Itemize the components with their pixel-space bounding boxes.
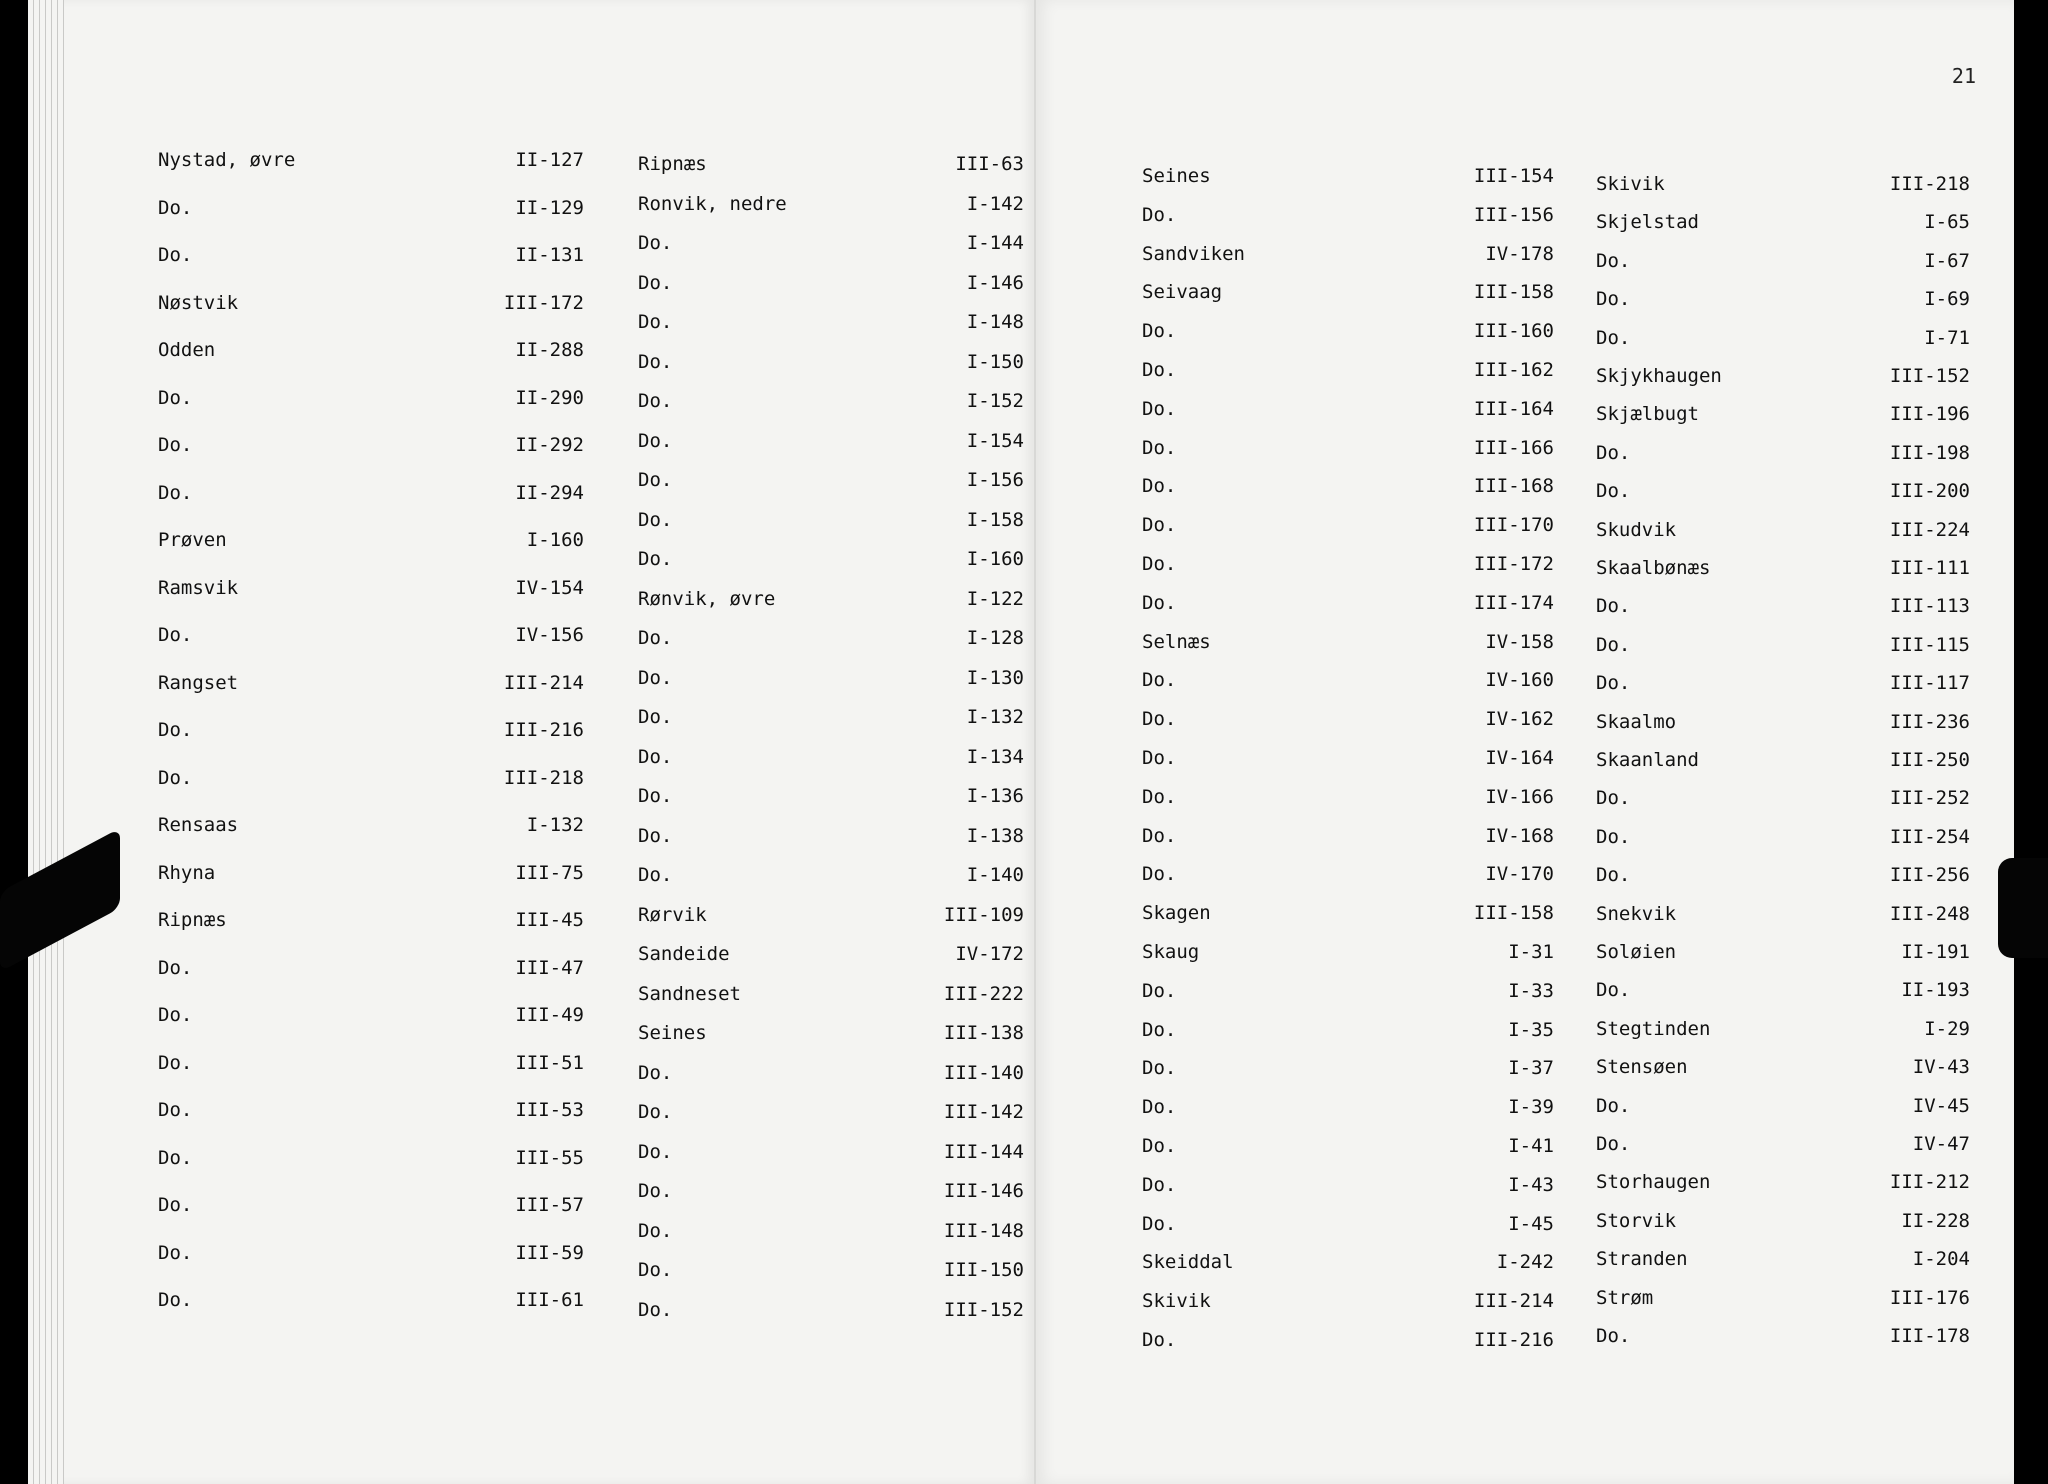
place-name: Ronvik, nedre [638,192,787,215]
place-name: Skivik [1142,1290,1211,1313]
volume-page-ref: III-115 [1889,633,1970,656]
volume-page-ref: I-122 [966,587,1024,610]
place-name: Do. [638,469,673,491]
place-name: Do. [638,745,673,768]
volume-page-ref: III-164 [1473,397,1554,420]
place-name: Skaalbønæs [1596,557,1711,579]
volume-page-ref: III-166 [1473,436,1554,459]
volume-page-ref: IV-154 [515,576,584,599]
volume-page-ref: III-142 [943,1101,1024,1123]
page-edge-stack [28,0,64,1484]
volume-page-ref: I-204 [1912,1248,1970,1271]
place-name: Do. [638,1180,673,1202]
left-page [28,0,1036,1484]
volume-page-ref: IV-168 [1485,824,1554,847]
volume-page-ref: IV-178 [1485,242,1554,265]
place-name: Storhaugen [1596,1171,1711,1194]
volume-page-ref: IV-172 [955,943,1024,965]
place-name: Do. [1596,441,1631,464]
volume-page-ref: IV-47 [1912,1133,1970,1155]
place-name: Do. [638,271,673,294]
volume-page-ref: III-55 [515,1146,584,1169]
volume-page-ref: II-191 [1901,941,1970,963]
volume-page-ref: I-69 [1924,288,1970,311]
place-name: Seines [638,1022,707,1044]
volume-page-ref: I-39 [1508,1096,1554,1119]
place-name: Skaanland [1596,749,1699,771]
index-column-4 [1596,0,1970,1484]
volume-page-ref: I-156 [966,469,1024,491]
volume-page-ref: I-43 [1508,1173,1554,1196]
place-name: Do. [1596,1325,1631,1347]
volume-page-ref: I-67 [1924,249,1970,272]
place-name: Do. [158,386,193,409]
place-name: Do. [638,1259,673,1281]
volume-page-ref: III-254 [1889,825,1970,848]
place-name: Skeiddal [1142,1251,1234,1274]
place-name: Do. [158,1004,193,1026]
place-name: Do. [638,232,673,254]
volume-page-ref: IV-164 [1485,747,1554,769]
place-name: Seivaag [1142,281,1223,304]
volume-page-ref: I-158 [966,508,1024,531]
volume-page-ref: III-138 [943,1022,1024,1044]
volume-page-ref: I-45 [1508,1212,1554,1235]
place-name: Do. [1142,397,1177,420]
place-name: Do. [1142,1057,1177,1080]
volume-page-ref: III-160 [1473,320,1554,343]
volume-page-ref: II-228 [1901,1209,1970,1232]
place-name: Strøm [1596,1286,1654,1309]
volume-page-ref: II-294 [515,481,584,504]
place-name: Do. [1596,787,1631,810]
volume-page-ref: III-252 [1889,787,1970,810]
place-name: Do. [1142,1212,1177,1235]
volume-page-ref: III-146 [943,1180,1024,1202]
place-name: Do. [1142,1096,1177,1119]
place-name: Do. [638,864,673,886]
place-name: Do. [638,785,673,807]
place-name: Do. [1142,824,1177,847]
volume-page-ref: I-136 [966,785,1024,807]
place-name: Rørvik [638,903,707,926]
place-name: Do. [1142,1018,1177,1041]
volume-page-ref: I-65 [1924,211,1970,234]
place-name: Do. [638,1298,673,1321]
place-name: Rensaas [158,814,239,836]
place-name: Do. [1142,747,1177,769]
place-name: Skaug [1142,941,1200,963]
place-name: Nøstvik [158,291,239,314]
place-name: Do. [1142,553,1177,575]
volume-page-ref: III-158 [1473,281,1554,304]
volume-page-ref: III-148 [943,1219,1024,1242]
volume-page-ref: III-172 [503,291,584,314]
place-name: Do. [1596,249,1631,272]
volume-page-ref: II-292 [515,434,584,456]
place-name: Prøven [158,529,227,551]
volume-page-ref: IV-162 [1485,708,1554,731]
volume-page-ref: III-113 [1889,595,1970,618]
place-name: Do. [1596,326,1631,349]
place-name: Do. [158,1241,193,1264]
place-name: Skjælbugt [1596,403,1699,426]
place-name: Do. [158,196,193,219]
place-name: Do. [638,429,673,452]
volume-page-ref: IV-43 [1912,1056,1970,1079]
place-name: Do. [158,1194,193,1216]
place-name: Do. [1142,785,1177,808]
volume-page-ref: III-117 [1889,672,1970,695]
place-name: Sandviken [1142,242,1245,265]
place-name: Rhyna [158,861,216,884]
place-name: Selnæs [1142,630,1211,653]
place-name: Do. [638,666,673,689]
volume-page-ref: III-176 [1889,1286,1970,1309]
index-column-3 [1142,0,1554,1484]
place-name: Do. [158,1051,193,1074]
place-name: Do. [638,1101,673,1123]
place-name: Do. [1142,591,1177,614]
volume-page-ref: IV-158 [1485,630,1554,653]
volume-page-ref: IV-170 [1485,863,1554,886]
place-name: Do. [158,719,193,741]
place-name: Do. [1596,595,1631,618]
page-number: 21 [1951,64,1976,88]
place-name: Skaalmo [1596,710,1677,733]
index-column-1 [158,0,584,1484]
place-name: Stensøen [1596,1056,1688,1079]
volume-page-ref: III-216 [503,719,584,741]
place-name: Do. [638,1219,673,1242]
volume-page-ref: II-127 [515,149,584,171]
place-name: Do. [1142,708,1177,731]
volume-page-ref: IV-166 [1485,785,1554,808]
volume-page-ref: I-31 [1508,941,1554,963]
place-name: Do. [638,706,673,728]
volume-page-ref: III-51 [515,1051,584,1074]
volume-page-ref: I-138 [966,824,1024,847]
place-name: Seines [1142,165,1211,187]
place-name: Ripnæs [158,909,227,931]
volume-page-ref: III-156 [1473,203,1554,226]
volume-page-ref: III-152 [1889,365,1970,387]
volume-page-ref: III-174 [1473,591,1554,614]
volume-page-ref: II-193 [1901,979,1970,1002]
volume-page-ref: III-53 [515,1099,584,1121]
volume-page-ref: III-170 [1473,514,1554,537]
place-name: Do. [1142,203,1177,226]
place-name: Do. [1596,633,1631,656]
volume-page-ref: III-47 [515,956,584,979]
volume-page-ref: IV-45 [1912,1094,1970,1117]
place-name: Do. [158,1146,193,1169]
volume-page-ref: I-152 [966,390,1024,412]
volume-page-ref: III-250 [1889,749,1970,771]
volume-page-ref: I-160 [966,548,1024,570]
volume-page-ref: II-131 [515,244,584,266]
volume-page-ref: I-242 [1496,1251,1554,1274]
volume-page-ref: I-71 [1924,326,1970,349]
volume-page-ref: IV-160 [1485,669,1554,692]
place-name: Do. [1596,825,1631,848]
place-name: Odden [158,339,216,361]
volume-page-ref: III-200 [1889,480,1970,503]
volume-page-ref: III-158 [1473,902,1554,925]
volume-page-ref: I-154 [966,429,1024,452]
volume-page-ref: I-142 [966,192,1024,215]
place-name: Do. [638,508,673,531]
volume-page-ref: II-129 [515,196,584,219]
volume-page-ref: III-63 [955,153,1024,175]
place-name: Do. [158,1289,193,1311]
place-name: Do. [638,824,673,847]
place-name: Sandeide [638,943,730,965]
place-name: Do. [1596,672,1631,695]
place-name: Ramsvik [158,576,239,599]
volume-page-ref: III-140 [943,1061,1024,1084]
volume-page-ref: III-218 [503,766,584,789]
place-name: Do. [638,350,673,373]
place-name: Skagen [1142,902,1211,925]
volume-page-ref: III-49 [515,1004,584,1026]
place-name: Do. [158,1099,193,1121]
place-name: Do. [1142,669,1177,692]
volume-page-ref: I-160 [526,529,584,551]
volume-page-ref: III-154 [1473,165,1554,187]
volume-page-ref: I-128 [966,627,1024,649]
place-name: Do. [1142,514,1177,537]
volume-page-ref: III-196 [1889,403,1970,426]
volume-page-ref: III-214 [503,671,584,694]
volume-page-ref: I-35 [1508,1018,1554,1041]
volume-page-ref: I-132 [966,706,1024,728]
place-name: Storvik [1596,1209,1677,1232]
volume-page-ref: I-146 [966,271,1024,294]
volume-page-ref: IV-156 [515,624,584,646]
place-name: Do. [1142,1329,1177,1351]
volume-page-ref: III-222 [943,982,1024,1005]
place-name: Do. [638,627,673,649]
right-page [1036,0,2014,1484]
place-name: Do. [158,244,193,266]
place-name: Skjelstad [1596,211,1699,234]
place-name: Do. [1596,288,1631,311]
place-name: Do. [1142,475,1177,498]
place-name: Do. [1596,480,1631,503]
volume-page-ref: III-214 [1473,1290,1554,1313]
volume-page-ref: III-216 [1473,1329,1554,1351]
volume-page-ref: III-224 [1889,518,1970,541]
volume-page-ref: III-75 [515,861,584,884]
place-name: Stegtinden [1596,1017,1711,1040]
volume-page-ref: III-61 [515,1289,584,1311]
place-name: Do. [1142,1135,1177,1157]
volume-page-ref: I-150 [966,350,1024,373]
place-name: Do. [158,956,193,979]
place-name: Do. [638,1140,673,1163]
volume-page-ref: III-172 [1473,553,1554,575]
place-name: Skjykhaugen [1596,365,1722,387]
place-name: Rangset [158,671,239,694]
volume-page-ref: I-29 [1924,1017,1970,1040]
place-name: Soløien [1596,941,1677,963]
place-name: Nystad, øvre [158,149,296,171]
place-name: Skudvik [1596,518,1677,541]
place-name: Do. [638,548,673,570]
volume-page-ref: III-45 [515,909,584,931]
volume-page-ref: III-57 [515,1194,584,1216]
volume-page-ref: III-256 [1889,864,1970,887]
place-name: Do. [158,434,193,456]
volume-page-ref: II-288 [515,339,584,361]
place-name: Rønvik, øvre [638,587,776,610]
place-name: Sandneset [638,982,741,1005]
place-name: Do. [1142,436,1177,459]
volume-page-ref: III-248 [1889,902,1970,925]
volume-page-ref: I-37 [1508,1057,1554,1080]
place-name: Do. [158,481,193,504]
place-name: Stranden [1596,1248,1688,1271]
volume-page-ref: I-144 [966,232,1024,254]
place-name: Do. [158,766,193,789]
volume-page-ref: III-111 [1889,557,1970,579]
volume-page-ref: I-41 [1508,1135,1554,1157]
volume-page-ref: III-152 [943,1298,1024,1321]
volume-page-ref: III-150 [943,1259,1024,1281]
place-name: Do. [638,390,673,412]
volume-page-ref: III-178 [1889,1325,1970,1347]
volume-page-ref: I-134 [966,745,1024,768]
place-name: Do. [1596,1133,1631,1155]
place-name: Do. [1142,320,1177,343]
volume-page-ref: III-162 [1473,359,1554,381]
place-name: Do. [1142,359,1177,381]
place-name: Do. [1142,1173,1177,1196]
volume-page-ref: I-140 [966,864,1024,886]
volume-page-ref: I-33 [1508,979,1554,1002]
volume-page-ref: I-132 [526,814,584,836]
volume-page-ref: I-130 [966,666,1024,689]
place-name: Do. [638,1061,673,1084]
book-clip-right [1998,858,2048,958]
place-name: Do. [1596,1094,1631,1117]
volume-page-ref: III-198 [1889,441,1970,464]
volume-page-ref: III-109 [943,903,1024,926]
place-name: Ripnæs [638,153,707,175]
volume-page-ref: III-218 [1889,173,1970,195]
volume-page-ref: III-212 [1889,1171,1970,1194]
place-name: Do. [158,624,193,646]
place-name: Do. [1142,979,1177,1002]
index-column-2 [638,0,1024,1484]
place-name: Do. [1596,864,1631,887]
volume-page-ref: III-236 [1889,710,1970,733]
place-name: Do. [638,311,673,333]
volume-page-ref: I-148 [966,311,1024,333]
place-name: Skivik [1596,173,1665,195]
volume-page-ref: III-144 [943,1140,1024,1163]
place-name: Snekvik [1596,902,1677,925]
place-name: Do. [1596,979,1631,1002]
volume-page-ref: III-59 [515,1241,584,1264]
place-name: Do. [1142,863,1177,886]
volume-page-ref: III-168 [1473,475,1554,498]
volume-page-ref: II-290 [515,386,584,409]
